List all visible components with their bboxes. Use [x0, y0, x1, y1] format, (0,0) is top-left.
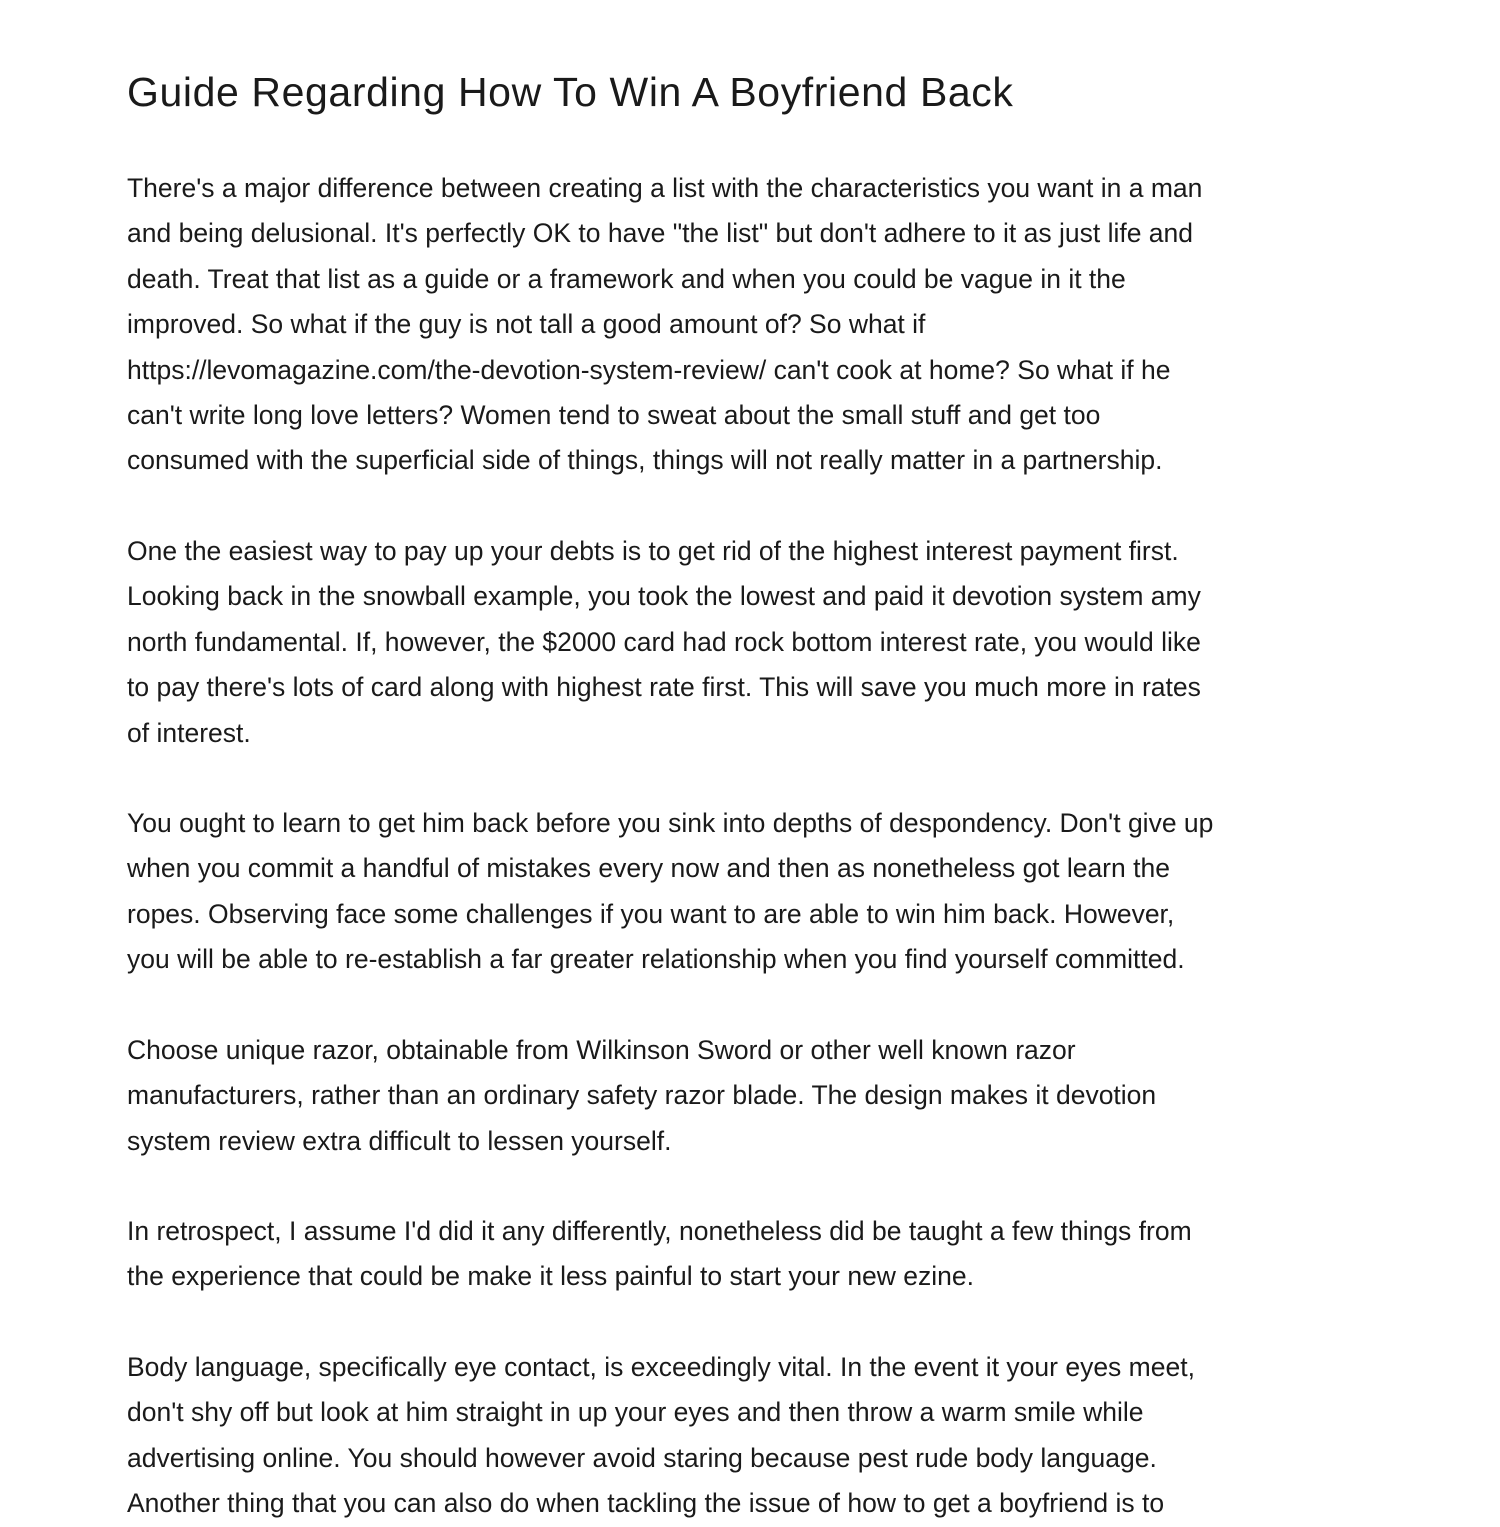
- paragraph-4: [127, 1028, 1156, 1164]
- paragraph-3: [127, 801, 1213, 983]
- paragraph-line: You ought to learn to get him back before you sink into depths of despondency. Don't give up: [127, 808, 1214, 838]
- document-title: Guide Regarding How To Win A Boyfriend Back: [127, 69, 1014, 115]
- paragraph-line: death. Treat that list as a guide or a framework and when you could be vague in it the: [127, 263, 1126, 294]
- paragraph-line: of interest.: [127, 717, 251, 748]
- paragraph-line: improved. So what if the guy is not tall a good amount of? So what if: [127, 309, 926, 340]
- paragraph-line: https://levomagazine.com/the-devotion-system-review/ can't cook at home? So what if he: [127, 354, 1171, 385]
- paragraph-6: [127, 1345, 1195, 1527]
- paragraph-line: don't shy off but look at him straight in up your eyes and then throw a warm smile while: [127, 1397, 1144, 1428]
- paragraph-1: [127, 166, 1202, 484]
- paragraph-line: manufacturers, rather than an ordinary safety razor blade. The design makes it devotion: [127, 1080, 1157, 1111]
- paragraph-line: ropes. Observing face some challenges if you want to are able to win him back. However,: [127, 898, 1175, 929]
- paragraph-line: can't write long love letters? Women tend to sweat about the small stuff and get too: [127, 400, 1101, 431]
- paragraph-line: There's a major difference between creating a list with the characteristics you want in a man: [127, 173, 1203, 203]
- paragraph-line: system review extra difficult to lessen yourself.: [127, 1125, 672, 1156]
- paragraph-line: Choose unique razor, obtainable from Wilkinson Sword or other well known razor: [127, 1035, 1076, 1065]
- paragraph-line: advertising online. You should however avoid staring because pest rude body language.: [127, 1442, 1157, 1473]
- paragraph-line: when you commit a handful of mistakes every now and then as nonetheless got learn the: [127, 853, 1170, 884]
- paragraph-2: [127, 529, 1201, 756]
- paragraph-line: north fundamental. If, however, the $2000 card had rock bottom interest rate, you would like: [127, 626, 1201, 657]
- paragraph-line: Body language, specifically eye contact, is exceedingly vital. In the event it your eyes meet,: [127, 1352, 1195, 1382]
- paragraph-line: One the easiest way to pay up your debts is to get rid of the highest interest payment first.: [127, 536, 1179, 566]
- paragraph-line: Looking back in the snowball example, you took the lowest and paid it devotion system amy: [127, 581, 1201, 612]
- paragraph-line: In retrospect, I assume I'd did it any differently, nonetheless did be taught a few things from: [127, 1216, 1192, 1246]
- paragraph-line: you will be able to re-establish a far greater relationship when you find yourself committed.: [127, 944, 1185, 975]
- paragraph-line: Another thing that you can also do when tackling the issue of how to get a boyfriend is to: [127, 1488, 1165, 1519]
- paragraph-5: [127, 1209, 1192, 1300]
- paragraph-line: and being delusional. It's perfectly OK to have "the list" but don't adhere to it as just life and: [127, 218, 1194, 249]
- paragraph-line: to pay there's lots of card along with highest rate first. This will save you much more in rates: [127, 672, 1201, 703]
- paragraph-line: the experience that could be make it less painful to start your new ezine.: [127, 1261, 975, 1292]
- paragraph-line: consumed with the superficial side of things, things will not really matter in a partnership.: [127, 445, 1163, 476]
